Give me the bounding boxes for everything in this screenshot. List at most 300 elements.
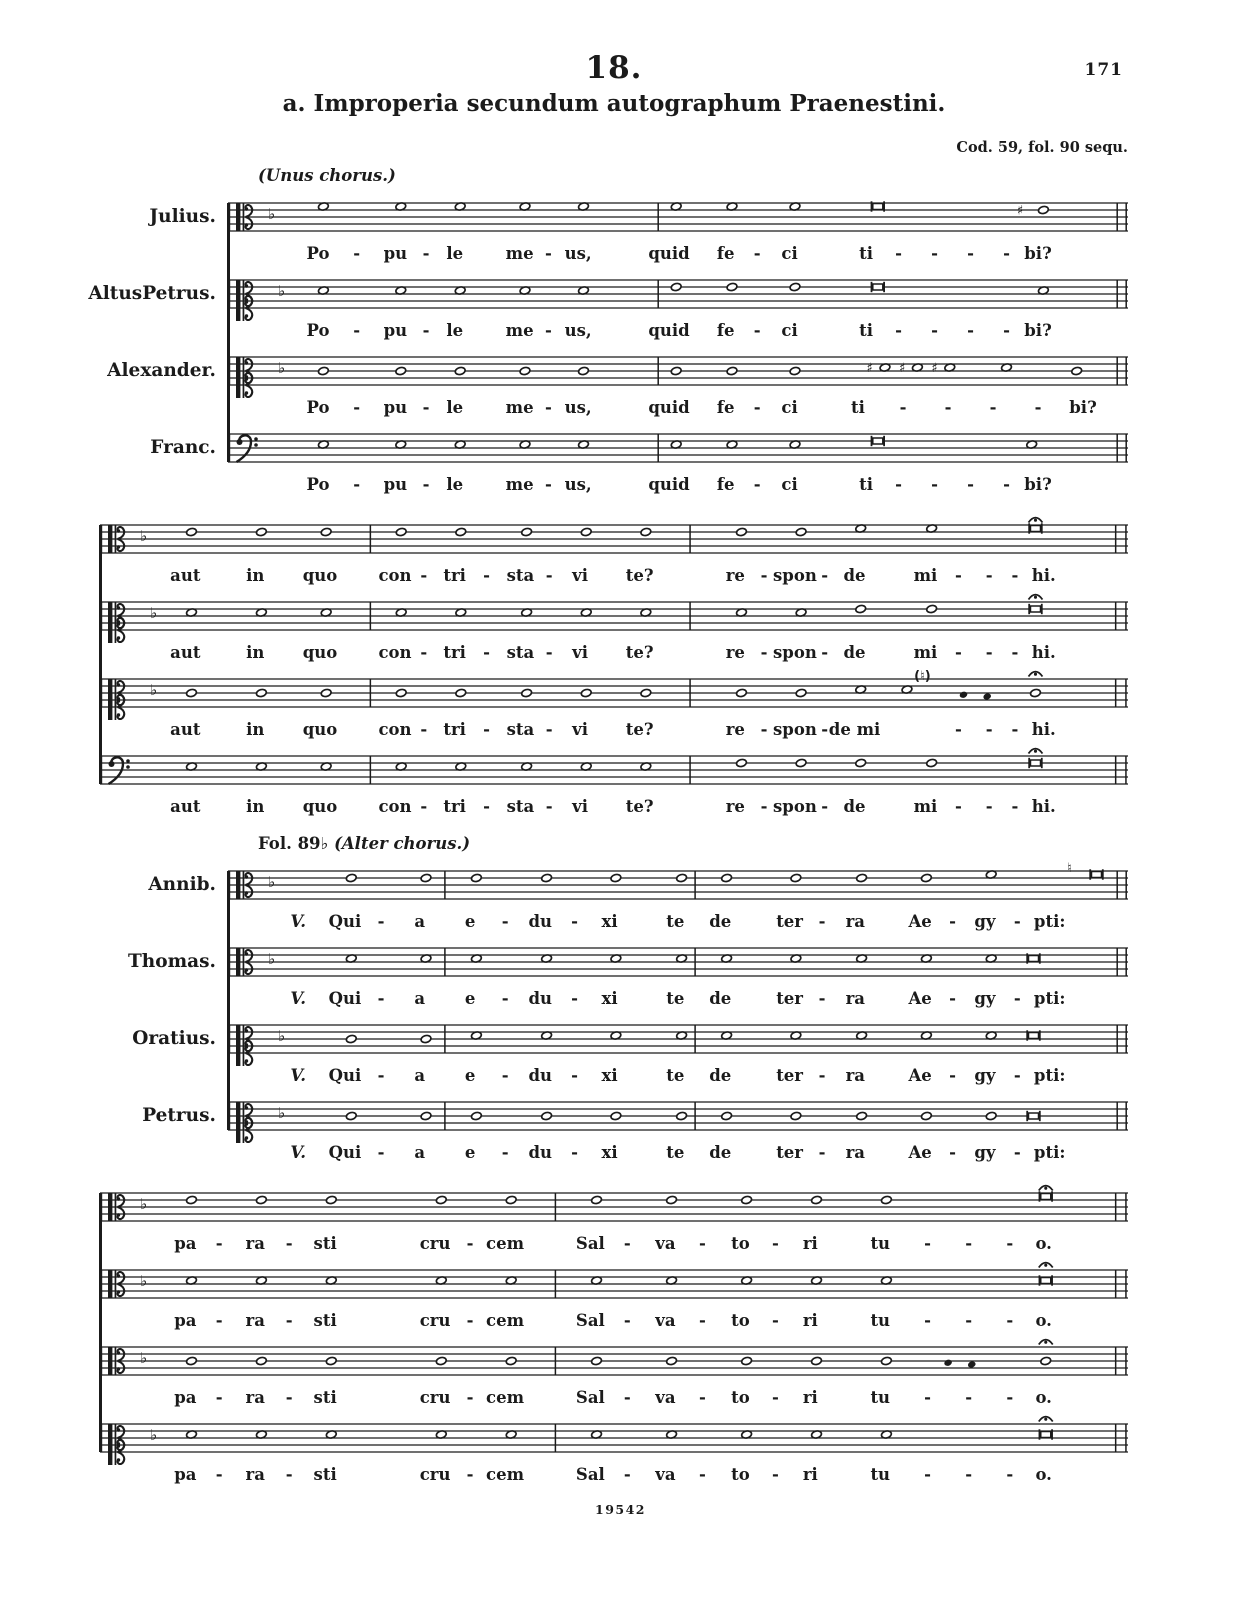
lyric-syllable: me	[505, 244, 534, 263]
lyric-hyphen: -	[623, 1311, 631, 1330]
lyric-hyphen: -	[771, 1234, 779, 1253]
lyric-syllable: spon	[773, 797, 817, 816]
lyric-syllable: to	[731, 1311, 750, 1330]
lyric-hyphen: -	[544, 398, 552, 417]
lyric-syllable: ra	[245, 1465, 265, 1484]
lyric-hyphen: -	[818, 1143, 826, 1162]
lyric-syllable: cru	[419, 1388, 451, 1407]
lyric-syllable: tu	[870, 1465, 891, 1484]
lyric-hyphen: -	[623, 1465, 631, 1484]
lyrics-line	[100, 1234, 1128, 1257]
breve-note	[1030, 526, 1040, 532]
alto-clef-icon	[245, 207, 248, 210]
voice-name: Oratius.	[132, 1028, 216, 1050]
alto-clef-icon	[118, 539, 125, 551]
lyric-syllable: vi	[572, 566, 588, 585]
lyric-hyphen: -	[753, 321, 761, 340]
lyric-syllable: te	[666, 912, 685, 931]
alto-clef-icon	[115, 616, 117, 643]
lyric-hyphen: -	[1011, 643, 1019, 662]
lyric-syllable: pu	[383, 321, 408, 340]
whole-note	[326, 1356, 337, 1365]
lyric-syllable: con	[378, 643, 412, 662]
lyric-syllable: tri	[443, 566, 466, 585]
staff-column	[228, 935, 1128, 1012]
lyric-syllable: aut	[170, 566, 201, 585]
lyric-syllable: de	[709, 1143, 732, 1162]
alto-clef-icon	[108, 525, 112, 553]
lyric-hyphen: -	[1013, 912, 1021, 931]
voice-name: Altus Petrus.	[88, 283, 216, 305]
staff-column	[228, 858, 1128, 935]
lyric-syllable: cru	[419, 1234, 451, 1253]
whole-note	[186, 1195, 197, 1204]
lyric-syllable: sta	[506, 643, 535, 662]
lyric-hyphen: -	[818, 1066, 826, 1085]
lyric-hyphen: -	[215, 1388, 223, 1407]
whole-note	[666, 1356, 677, 1365]
alto-clef-icon	[118, 1272, 125, 1284]
staff-column	[100, 743, 1128, 820]
whole-note	[811, 1195, 822, 1204]
lyric-hyphen: -	[698, 1234, 706, 1253]
whole-note	[610, 1111, 621, 1120]
lyric-syllable: xi	[601, 912, 618, 931]
breve-note	[1041, 1278, 1051, 1284]
fermata-icon	[1034, 750, 1037, 753]
alto-clef-icon	[243, 871, 245, 899]
lyric-syllable: du	[528, 1143, 553, 1162]
lyric-syllable: ter	[776, 989, 803, 1008]
lyric-syllable: quo	[302, 643, 338, 662]
lyric-hyphen: -	[420, 643, 428, 662]
lyric-hyphen: -	[420, 566, 428, 585]
lyric-hyphen: -	[544, 244, 552, 263]
whole-note	[789, 366, 800, 375]
system-1	[88, 166, 1128, 498]
lyric-hyphen: -	[821, 797, 829, 816]
lyric-syllable: sti	[313, 1311, 337, 1330]
sharp-accidental: ♯	[931, 361, 938, 376]
lyric-hyphen: -	[985, 566, 993, 585]
alto-clef-icon	[243, 371, 245, 398]
voice-name: Julius.	[149, 206, 216, 228]
alto-clef-icon	[108, 693, 112, 720]
lyric-syllable: pti:	[1033, 912, 1066, 931]
lyric-syllable: cru	[419, 1465, 451, 1484]
lyric-hyphen: -	[353, 398, 361, 417]
lyric-hyphen: -	[944, 398, 952, 417]
lyric-hyphen: -	[771, 1311, 779, 1330]
whole-note	[741, 1356, 752, 1365]
lyric-syllable: a	[414, 1143, 426, 1162]
alto-clef-icon	[117, 529, 120, 532]
lyric-syllable: va	[655, 1311, 676, 1330]
alto-clef-icon	[246, 217, 253, 229]
lyric-hyphen: -	[821, 566, 829, 585]
lyric-syllable: sta	[506, 566, 535, 585]
lyric-syllable: ri	[802, 1388, 818, 1407]
alto-clef-icon	[246, 950, 253, 962]
alto-clef-icon	[117, 620, 120, 623]
alto-clef-icon	[236, 203, 240, 231]
lyric-syllable: Qui	[328, 989, 362, 1008]
whole-note	[926, 604, 937, 613]
lyrics-line	[100, 1465, 1128, 1488]
alto-clef-icon	[115, 525, 117, 553]
lyrics-line	[100, 566, 1128, 589]
lyric-syllable: us,	[564, 398, 592, 417]
system-3	[100, 834, 1128, 1166]
fermata-icon	[1034, 519, 1037, 522]
lyric-hyphen: -	[353, 475, 361, 494]
lyric-hyphen: -	[1003, 475, 1010, 494]
lyric-hyphen: -	[818, 989, 826, 1008]
alto-clef-icon	[118, 1349, 125, 1361]
flat-key-signature: ♭	[278, 1027, 286, 1045]
staff-column	[228, 421, 1128, 498]
flat-key-signature: ♭	[150, 604, 158, 622]
whole-note	[790, 873, 801, 882]
alto-clef-icon	[245, 1106, 248, 1109]
breve-note	[1092, 872, 1102, 878]
whole-note	[726, 282, 737, 291]
staff-column	[100, 1180, 1128, 1257]
lyric-syllable: de	[843, 566, 866, 585]
lyric-hyphen: -	[949, 1066, 956, 1085]
lyric-syllable: V.	[290, 1066, 307, 1085]
alto-clef-icon	[245, 375, 248, 378]
whole-note	[186, 1356, 197, 1365]
whole-note	[519, 366, 530, 375]
lyric-hyphen: -	[377, 912, 385, 931]
flat-key-signature: ♭	[140, 1272, 148, 1290]
lyric-syllable: te?	[625, 797, 654, 816]
voice-row	[100, 935, 1128, 1012]
lyric-hyphen: -	[571, 1143, 578, 1162]
lyric-hyphen: -	[985, 720, 993, 739]
lyrics-line	[228, 321, 1128, 344]
whole-note	[721, 873, 732, 882]
whole-note	[578, 366, 589, 375]
whole-note	[676, 1111, 687, 1120]
lyric-syllable: le	[446, 398, 464, 417]
whole-note	[676, 873, 687, 882]
lyric-syllable: ra	[845, 989, 865, 1008]
lyric-syllable: ra	[845, 1066, 865, 1085]
lyric-hyphen: -	[215, 1465, 223, 1484]
breve-note	[1030, 760, 1040, 766]
alto-clef-icon	[246, 1053, 253, 1065]
lyric-hyphen: -	[949, 912, 956, 931]
staff	[228, 421, 1128, 475]
alto-clef-icon	[117, 1458, 120, 1461]
system-barline	[227, 871, 230, 1130]
breve-note	[873, 284, 883, 290]
whole-note	[881, 1356, 892, 1365]
lyric-hyphen: -	[545, 566, 553, 585]
alto-clef-icon	[236, 294, 240, 321]
lyric-hyphen: -	[1013, 1143, 1021, 1162]
lyric-hyphen: -	[753, 398, 761, 417]
whole-note	[881, 1195, 892, 1204]
lyric-syllable: gy	[974, 912, 996, 931]
lyric-hyphen: -	[215, 1311, 223, 1330]
lyric-syllable: pa	[174, 1311, 197, 1330]
alto-clef-icon	[243, 1039, 245, 1066]
lyric-syllable: mi	[913, 643, 938, 662]
lyric-syllable: te?	[625, 643, 654, 662]
lyric-hyphen: -	[965, 1234, 973, 1253]
whole-note	[420, 1111, 431, 1120]
lyric-syllable: Ae	[908, 1066, 932, 1085]
alto-clef-icon	[118, 1452, 125, 1464]
lyric-hyphen: -	[420, 720, 428, 739]
alto-clef-icon	[115, 1193, 117, 1221]
whole-note	[811, 1356, 822, 1365]
lyric-syllable: tu	[870, 1311, 891, 1330]
lyric-syllable: Ae	[908, 912, 932, 931]
whole-note	[856, 873, 867, 882]
alto-clef-icon	[108, 1347, 112, 1375]
lyric-hyphen: -	[924, 1234, 931, 1253]
alto-clef-icon	[246, 1130, 253, 1142]
alto-clef-icon	[117, 697, 120, 700]
alto-clef-icon	[246, 205, 253, 217]
lyric-syllable: tri	[443, 720, 466, 739]
staff	[100, 589, 1128, 643]
fermata-icon	[1044, 1418, 1047, 1421]
lyric-hyphen: -	[895, 321, 902, 340]
lyric-hyphen: -	[1013, 1066, 1021, 1085]
lyric-syllable: pu	[383, 475, 408, 494]
whole-note	[591, 1356, 602, 1365]
lyric-syllable: to	[731, 1388, 750, 1407]
lyric-hyphen: -	[377, 1066, 385, 1085]
lyric-syllable: ra	[245, 1311, 265, 1330]
lyric-hyphen: -	[1013, 989, 1021, 1008]
alto-clef-icon	[236, 1039, 240, 1066]
lyric-syllable: fe	[716, 244, 735, 263]
voice-name: Thomas.	[128, 951, 216, 973]
lyric-syllable: fe	[716, 321, 735, 340]
staff-column	[228, 1089, 1128, 1166]
lyric-syllable: Qui	[328, 1143, 362, 1162]
whole-note	[346, 873, 357, 882]
alto-clef-icon	[117, 1274, 120, 1277]
lyric-syllable: sti	[313, 1388, 337, 1407]
alto-clef-icon	[117, 683, 120, 686]
lyric-syllable: V.	[290, 989, 307, 1008]
lyric-hyphen: -	[989, 398, 997, 417]
lyric-syllable: xi	[601, 989, 618, 1008]
fermata-icon	[1044, 1341, 1047, 1344]
lyric-syllable: xi	[601, 1143, 618, 1162]
lyric-hyphen: -	[753, 244, 761, 263]
lyric-syllable: ra	[845, 1143, 865, 1162]
lyric-syllable: ra	[845, 912, 865, 931]
bass-clef-icon	[126, 765, 130, 769]
voice-row	[100, 666, 1128, 743]
whole-note	[741, 1195, 752, 1204]
page-title: a. Improperia secundum autographum Praenestini.	[282, 90, 946, 117]
lyrics-line	[228, 1066, 1128, 1089]
alto-clef-icon	[117, 1442, 120, 1445]
breve-note	[1029, 1033, 1039, 1039]
lyric-syllable: me	[505, 475, 534, 494]
lyric-hyphen: -	[771, 1465, 779, 1484]
lyric-hyphen: -	[422, 244, 430, 263]
piece-number: 18.	[585, 50, 643, 86]
alto-clef-icon	[246, 282, 253, 294]
whole-note	[455, 688, 466, 697]
alto-clef-icon	[246, 873, 253, 885]
whole-note	[985, 1111, 996, 1120]
lyric-syllable: ti	[851, 398, 865, 417]
alto-clef-icon	[108, 616, 112, 643]
alto-clef-icon	[117, 1213, 120, 1216]
lyric-hyphen: -	[377, 1143, 385, 1162]
lyric-hyphen: -	[501, 989, 509, 1008]
sharp-accidental: ♯	[866, 361, 873, 376]
lyric-hyphen: -	[466, 1311, 474, 1330]
lyric-syllable: Qui	[328, 1066, 362, 1085]
whole-note	[186, 688, 197, 697]
lyric-syllable: re	[725, 566, 745, 585]
lyric-syllable: pa	[174, 1234, 197, 1253]
bass-clef-icon	[254, 437, 258, 441]
lyric-hyphen: -	[967, 475, 974, 494]
natural-accidental: ♮	[1067, 861, 1072, 876]
alto-clef-icon	[115, 1270, 117, 1298]
lyric-hyphen: -	[483, 566, 490, 585]
whole-note	[395, 527, 406, 536]
lyric-syllable: vi	[572, 720, 588, 739]
voice-row	[100, 743, 1128, 820]
lyric-syllable: ter	[776, 912, 803, 931]
voice-name: Petrus.	[142, 1105, 216, 1127]
whole-note	[505, 1356, 516, 1365]
whole-note	[726, 366, 737, 375]
lyric-syllable: e	[464, 1143, 476, 1162]
lyric-hyphen: -	[698, 1388, 706, 1407]
whole-note	[736, 527, 747, 536]
whole-note	[855, 758, 866, 767]
lyric-syllable: tri	[443, 797, 466, 816]
lyrics-line	[100, 797, 1128, 820]
lyric-syllable: ra	[245, 1234, 265, 1253]
lyric-syllable: in	[246, 566, 265, 585]
whole-note	[455, 527, 466, 536]
alto-clef-icon	[115, 1438, 117, 1465]
lyric-syllable: ci	[781, 475, 798, 494]
lyric-hyphen: -	[623, 1388, 631, 1407]
flat-key-signature: ♭	[268, 950, 276, 968]
lyric-hyphen: -	[924, 1465, 931, 1484]
lyric-syllable: con	[378, 720, 412, 739]
flat-key-signature: ♭	[278, 282, 286, 300]
lyric-syllable: in	[246, 643, 265, 662]
whole-note	[721, 1111, 732, 1120]
whole-note	[921, 1111, 932, 1120]
whole-note	[454, 366, 465, 375]
bass-clef-icon	[254, 443, 258, 447]
lyric-syllable: ti	[859, 244, 874, 263]
lyric-hyphen: -	[1006, 1234, 1014, 1253]
whole-note	[256, 688, 267, 697]
alto-clef-icon	[117, 1428, 120, 1431]
lyric-hyphen: -	[285, 1311, 293, 1330]
alto-clef-icon	[117, 1367, 120, 1370]
lyric-syllable: Ae	[908, 1143, 932, 1162]
alto-clef-icon	[236, 871, 240, 899]
alto-clef-icon	[243, 948, 245, 976]
alto-clef-icon	[115, 693, 117, 720]
lyric-hyphen: -	[949, 989, 956, 1008]
lyric-syllable: te	[666, 1143, 685, 1162]
whole-note	[1040, 1356, 1051, 1365]
lyric-syllable: de	[843, 797, 866, 816]
fermata-icon	[1034, 673, 1037, 676]
flat-key-signature: ♭	[140, 1195, 148, 1213]
flat-key-signature: ♭	[150, 1426, 158, 1444]
whole-note	[436, 1195, 447, 1204]
lyric-syllable: a	[414, 912, 426, 931]
lyric-hyphen: -	[895, 475, 902, 494]
lyric-hyphen: -	[501, 912, 509, 931]
alto-clef-icon	[118, 1207, 125, 1219]
bass-clef-icon	[109, 757, 124, 784]
breve-note	[873, 438, 883, 444]
whole-note	[591, 1195, 602, 1204]
lyric-syllable: ci	[781, 244, 798, 263]
staff	[100, 1411, 1128, 1465]
voice-row	[100, 421, 1128, 498]
lyric-syllable: Sal	[575, 1388, 605, 1407]
lyric-syllable: spon	[773, 566, 817, 585]
lyric-syllable: V.	[290, 912, 307, 931]
breve-note	[1029, 1113, 1039, 1119]
whole-note	[436, 1356, 447, 1365]
whole-note	[521, 527, 532, 536]
alto-clef-icon	[117, 1197, 120, 1200]
lyric-syllable: ri	[802, 1311, 818, 1330]
voice-row	[100, 190, 1128, 267]
lyric-syllable: quid	[648, 321, 690, 340]
staff	[228, 935, 1128, 989]
lyric-syllable: Po	[306, 398, 330, 417]
lyric-syllable: tu	[870, 1388, 891, 1407]
lyric-syllable: hi.	[1031, 566, 1056, 585]
lyric-syllable: cru	[419, 1311, 451, 1330]
lyric-syllable: ci	[781, 321, 798, 340]
lyric-syllable: gy	[974, 1143, 996, 1162]
lyric-hyphen: -	[965, 1311, 973, 1330]
staff	[100, 1257, 1128, 1311]
whole-note	[256, 527, 267, 536]
alto-clef-icon	[118, 681, 125, 693]
alto-clef-icon	[118, 1361, 125, 1373]
alto-clef-icon	[117, 1351, 120, 1354]
staff-column	[100, 1334, 1128, 1411]
breve-note	[1030, 606, 1040, 612]
whole-note	[789, 282, 800, 291]
staff	[100, 666, 1128, 720]
lyric-syllable: tri	[443, 643, 466, 662]
alto-clef-icon	[246, 885, 253, 897]
lyric-syllable: pu	[383, 398, 408, 417]
lyric-syllable: spon	[773, 720, 817, 739]
